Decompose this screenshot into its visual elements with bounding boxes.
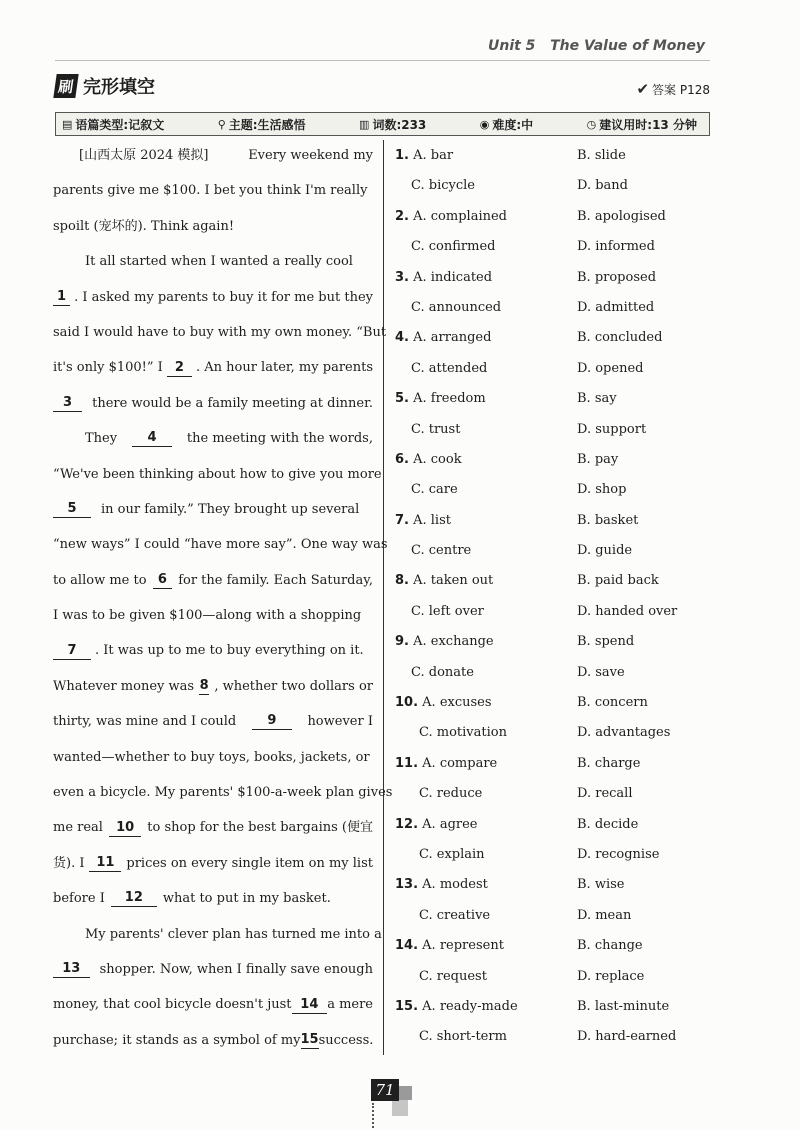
question-option-a[interactable]: 9. A. exchange [395, 634, 494, 650]
passage-line: 5 in our family.” They brought up several [53, 492, 373, 527]
question-option-b[interactable]: B. proposed [577, 269, 657, 285]
question-option-d[interactable]: D. mean [577, 907, 632, 923]
passage-line: [山西太原 2024 模拟] Every weekend my [79, 148, 373, 163]
blank-15[interactable]: 15 [300, 1031, 319, 1047]
blank-12[interactable]: 12 [111, 890, 157, 907]
passage-line: 13 shopper. Now, when I finally save enough [53, 952, 373, 987]
question-option-d[interactable]: D. support [577, 421, 647, 437]
question-option-a[interactable]: 3. A. indicated [395, 269, 493, 285]
question-row [395, 749, 695, 779]
question-row [395, 263, 695, 293]
question-row [395, 901, 695, 931]
page-decoration [392, 1100, 408, 1116]
question-option-b[interactable]: B. concern [577, 695, 648, 711]
question-option-d[interactable]: D. band [577, 178, 628, 194]
question-option-d[interactable]: D. save [577, 664, 625, 680]
question-option-b[interactable]: B. basket [577, 512, 639, 528]
question-row [395, 141, 695, 171]
question-row [395, 536, 695, 566]
question-option-c[interactable]: C. care [411, 482, 458, 498]
question-option-a[interactable]: 13. A. modest [395, 877, 488, 893]
blank-8[interactable]: 8 [199, 678, 209, 694]
question-number: 4. [395, 330, 409, 346]
passage-line: to allow me to 6 for the family. Each Saturday, [53, 571, 373, 588]
passage-line: 1 . I asked my parents to buy it for me but they [53, 280, 373, 315]
passage-line: I was to be given $100—along with a shopping [53, 608, 362, 624]
brush-logo: 刷 [53, 74, 78, 98]
passage-line: it's only $100!” I 2 . An hour later, my parents [53, 359, 373, 376]
question-option-c[interactable]: C. trust [411, 421, 461, 437]
passage-line: thirty, was mine and I could 9 however I [53, 713, 373, 730]
book-icon: ▥ [359, 117, 370, 131]
passage-line: wanted—whether to buy toys, books, jackets, or [53, 749, 370, 765]
question-number: 7. [395, 512, 409, 528]
blank-11[interactable]: 11 [89, 855, 121, 872]
passage-line: 3 there would be a family meeting at dinner. [53, 386, 373, 421]
question-number: 9. [395, 634, 409, 650]
question-option-a[interactable]: 7. A. list [395, 512, 451, 528]
question-option-d[interactable]: D. informed [577, 239, 655, 255]
question-row [395, 506, 695, 536]
page-number: 71 [371, 1079, 399, 1101]
question-number: 5. [395, 391, 409, 407]
answer-reference [636, 80, 710, 98]
passage-line: They 4 the meeting with the words, [85, 430, 373, 447]
question-row [395, 870, 695, 900]
question-option-b[interactable]: B. concluded [577, 330, 663, 346]
passage-line: money, that cool bicycle doesn't just 14 a mere [53, 996, 373, 1013]
question-option-b[interactable]: B. paid back [577, 573, 659, 589]
blank-2[interactable]: 2 [167, 360, 192, 377]
question-option-b[interactable]: B. change [577, 938, 643, 954]
blank-3[interactable]: 3 [53, 395, 82, 412]
question-row [395, 597, 695, 627]
question-row [395, 779, 695, 809]
question-row [395, 962, 695, 992]
column-divider [383, 140, 384, 1055]
question-option-b[interactable]: B. decide [577, 816, 639, 832]
question-option-b[interactable]: B. last-minute [577, 998, 670, 1014]
question-option-c[interactable]: C. confirmed [411, 239, 496, 255]
blank-5[interactable]: 5 [53, 501, 91, 518]
info-bar [55, 112, 710, 136]
blank-13[interactable]: 13 [53, 961, 90, 978]
question-option-b[interactable]: B. spend [577, 634, 635, 650]
question-row [395, 1022, 695, 1052]
passage-line: spoilt (宠坏的). Think again! [53, 218, 235, 234]
question-row [395, 171, 695, 201]
question-row [395, 810, 695, 840]
question-row [395, 688, 695, 718]
passage-line: parents give me $100. I bet you think I'm really [53, 183, 368, 199]
unit-label: Unit 5 [487, 38, 536, 54]
question-option-d[interactable]: D. hard-earned [577, 1029, 677, 1045]
passage-line: Whatever money was 8 , whether two dollars or [53, 678, 373, 694]
question-row [395, 232, 695, 262]
question-row [395, 627, 695, 657]
question-row [395, 323, 695, 353]
question-option-c[interactable]: C. donate [411, 664, 474, 680]
blank-10[interactable]: 10 [109, 820, 141, 837]
question-option-a[interactable]: 6. A. cook [395, 451, 462, 467]
question-number: 3. [395, 269, 409, 285]
passage-line: “new ways” I could “have more say”. One way was [53, 537, 388, 553]
question-option-b[interactable]: B. say [577, 391, 617, 407]
blank-1[interactable]: 1 [53, 289, 70, 306]
passage-line: said I would have to buy with my own money. “But [53, 324, 387, 340]
passage-line: 7 . It was up to me to buy everything on it. [53, 633, 373, 668]
document-icon: ▤ [62, 117, 73, 131]
blank-6[interactable]: 6 [153, 572, 173, 589]
question-option-d[interactable]: D. shop [577, 482, 627, 498]
header-rule [55, 60, 710, 61]
question-option-c[interactable]: C. attended [411, 360, 488, 376]
info-genre: ▤ 语篇类型:记叙文 [62, 117, 165, 132]
question-row [395, 658, 695, 688]
clock-icon: ◷ [586, 117, 597, 131]
unit-title: The Value of Money [550, 38, 705, 54]
question-option-d[interactable]: D. guide [577, 543, 633, 559]
question-option-c[interactable]: C. announced [411, 299, 502, 315]
question-option-b[interactable]: B. charge [577, 755, 641, 771]
question-option-c[interactable]: C. left over [411, 603, 484, 619]
unit-header [488, 38, 705, 54]
question-number: 15. [395, 998, 419, 1014]
info-time: ◷ 建议用时:13 分钟 [586, 117, 697, 132]
question-option-b[interactable]: B. pay [577, 451, 619, 467]
question-number: 10. [395, 695, 419, 711]
question-option-a[interactable]: 10. A. excuses [395, 695, 492, 711]
question-option-a[interactable]: 15. A. ready-made [395, 998, 518, 1014]
question-row [395, 384, 695, 414]
passage-line: My parents' clever plan has turned me into a [85, 926, 382, 942]
question-option-d[interactable]: D. admitted [577, 299, 655, 315]
question-number: 6. [395, 451, 409, 467]
info-topic: ⚲ 主题:生活感悟 [217, 117, 306, 132]
question-number: 1. [395, 148, 409, 163]
magnifier-icon: ⚲ [217, 117, 226, 131]
question-number: 8. [395, 573, 409, 589]
passage-line: me real 10 to shop for the best bargains (便宜 [53, 819, 373, 836]
question-option-a[interactable]: 4. A. arranged [395, 330, 492, 346]
question-row [395, 566, 695, 596]
question-option-d[interactable]: D. advantages [577, 725, 671, 741]
question-option-a[interactable]: 12. A. agree [395, 816, 478, 832]
section-title-text: 完形填空 [83, 77, 155, 98]
question-option-a[interactable]: 5. A. freedom [395, 391, 486, 407]
question-option-a[interactable]: 1. A. bar [395, 148, 454, 163]
question-option-d[interactable]: D. handed over [577, 603, 678, 619]
question-option-b[interactable]: B. slide [577, 148, 626, 163]
question-option-d[interactable]: D. opened [577, 360, 644, 376]
question-row [395, 475, 695, 505]
question-row [395, 202, 695, 232]
question-row [395, 354, 695, 384]
passage-line: 货). I 11 prices on every single item on my list [53, 855, 373, 871]
question-option-a[interactable]: 14. A. represent [395, 938, 504, 954]
question-option-c[interactable]: C. creative [419, 907, 491, 923]
question-row [395, 931, 695, 961]
question-option-c[interactable]: C. reduce [419, 786, 483, 802]
question-option-c[interactable]: C. motivation [419, 725, 507, 741]
question-row [395, 992, 695, 1022]
question-number: 12. [395, 816, 419, 832]
difficulty-icon: ◉ [479, 117, 490, 131]
section-title [55, 73, 155, 99]
question-row [395, 293, 695, 323]
question-option-a[interactable]: 8. A. taken out [395, 573, 494, 589]
question-option-d[interactable]: D. recall [577, 786, 633, 802]
blank-9[interactable]: 9 [252, 713, 292, 730]
info-difficulty: ◉ 难度:中 [479, 117, 534, 132]
check-icon: ✔ [636, 80, 650, 98]
question-option-b[interactable]: B. apologised [577, 208, 666, 224]
question-option-d[interactable]: D. recognise [577, 846, 660, 862]
blank-4[interactable]: 4 [132, 430, 172, 447]
question-option-c[interactable]: C. bicycle [411, 178, 475, 194]
answer-options [395, 141, 695, 1053]
passage-line: before I 12 what to put in my basket. [53, 890, 331, 907]
question-row [395, 840, 695, 870]
blank-7[interactable]: 7 [53, 643, 91, 660]
question-number: 11. [395, 755, 419, 771]
info-word-count: ▥ 词数:233 [359, 117, 427, 132]
blank-14[interactable]: 14 [292, 997, 328, 1014]
passage-line: even a bicycle. My parents' $100-a-week plan gives [53, 785, 393, 801]
question-row [395, 718, 695, 748]
question-number: 13. [395, 877, 419, 893]
question-number: 2. [395, 208, 409, 224]
question-option-c[interactable]: C. short-term [419, 1029, 507, 1045]
question-option-b[interactable]: B. wise [577, 877, 625, 893]
question-number: 14. [395, 938, 419, 954]
question-option-a[interactable]: 11. A. compare [395, 755, 498, 771]
cloze-passage [53, 138, 393, 1058]
passage-line: purchase; it stands as a symbol of my 15 success. [53, 1031, 374, 1048]
question-option-c[interactable]: C. explain [419, 846, 485, 862]
passage-line: It all started when I wanted a really cool [85, 254, 353, 270]
question-option-c[interactable]: C. centre [411, 543, 472, 559]
answer-reference-text: 答案 P128 [652, 82, 710, 97]
page-decoration [398, 1086, 412, 1100]
question-option-a[interactable]: 2. A. complained [395, 208, 507, 224]
passage-line: “We've been thinking about how to give you more [53, 466, 382, 482]
question-row [395, 415, 695, 445]
question-option-d[interactable]: D. replace [577, 968, 645, 984]
question-option-c[interactable]: C. request [419, 968, 487, 984]
question-row [395, 445, 695, 475]
dotted-line [372, 1103, 374, 1128]
